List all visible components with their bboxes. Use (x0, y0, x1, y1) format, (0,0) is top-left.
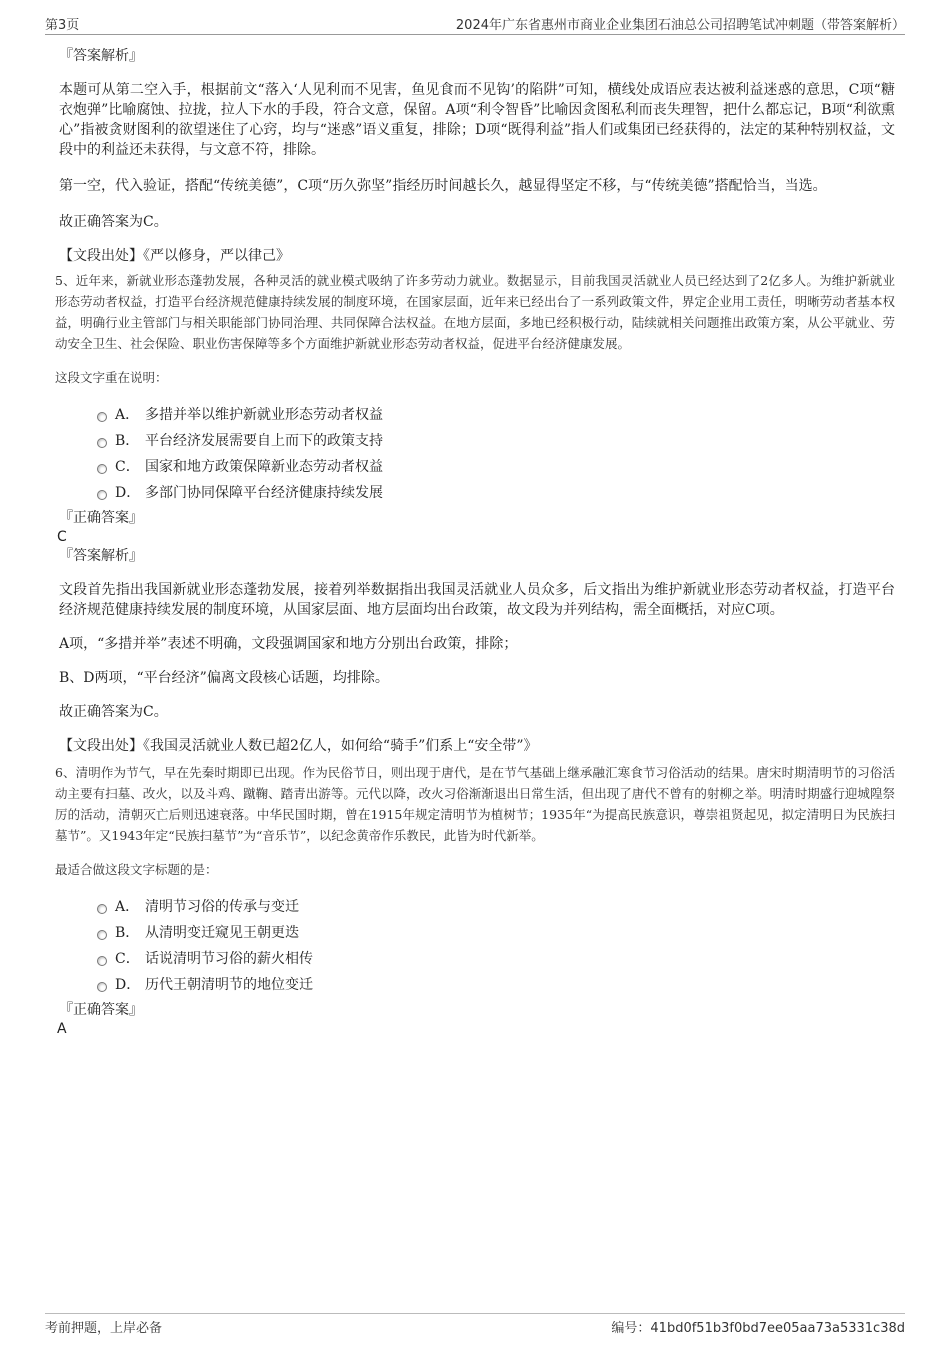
radio-icon[interactable] (97, 956, 107, 966)
option-letter: C． (115, 951, 140, 967)
q5-source: 【文段出处】《我国灵活就业人数已超2亿人，如何给“骑手”们系上“安全带”》 (59, 738, 538, 754)
q5-analysis-paragraph: 故正确答案为C。 (59, 704, 168, 720)
radio-icon[interactable] (97, 438, 107, 448)
option-text: 历代王朝清明节的地位变迁 (145, 977, 313, 993)
option-text: 多部门协同保障平台经济健康持续发展 (145, 485, 383, 501)
q4-analysis-paragraph: 第一空，代入验证，搭配“传统美德”，C项“历久弥坚”指经历时间越长久，越显得坚定不移，与“传统美德”搭配恰当，当选。 (59, 178, 827, 194)
page-footer (45, 1313, 905, 1336)
radio-icon[interactable] (97, 982, 107, 992)
q6-option-d[interactable] (95, 972, 895, 998)
radio-icon[interactable] (97, 412, 107, 422)
option-text: 平台经济发展需要自上而下的政策支持 (145, 433, 383, 449)
q4-analysis-label: 『答案解析』 (59, 48, 143, 64)
radio-icon[interactable] (97, 490, 107, 500)
q6-prompt: 最适合做这段文字标题的是： (55, 862, 218, 877)
option-text: 国家和地方政策保障新业态劳动者权益 (145, 459, 383, 475)
q6-answer: A (57, 1021, 67, 1037)
option-letter: D． (115, 977, 141, 993)
q5-analysis-paragraph: A项，“多措并举”表述不明确，文段强调国家和地方分别出台政策，排除； (59, 636, 518, 652)
radio-icon[interactable] (97, 930, 107, 940)
q5-question-text: 5、近年来，新就业形态蓬勃发展，各种灵活的就业模式吸纳了许多劳动力就业。数据显示，目前我国灵活就业人员已经达到了2亿多人。为维护新就业形态劳动者权益，打造平台经济规范健康持续发展的制度环境，在国家层面，近年来已经出台了一系列政策文件，界定企业用工责任，明晰劳动者基本权益，明确行业主管部门与相关职能部门协同治理、共同保障合法权益。在地方层面，多地已经积极行动，陆续就相关问题推出政策方案，从公平就业、劳动安全卫生、社会保险、职业伤害保障等多个方面维护新就业形态劳动者权益，促进平台经济健康发展。 (55, 273, 895, 351)
q4-analysis-paragraph: 本题可从第二空入手，根据前文“落入‘人见利而不见害，鱼见食而不见钩’的陷阱”可知，横线处成语应表达被利益迷惑的意思，C项“糖衣炮弹”比喻腐蚀、拉拢，拉人下水的手段，符合文意，保留。A项“利令智昏”比喻因贪图私利而丧失理智，把什么都忘记，B项“利欲熏心”指被贪财图利的欲望迷住了心窍，均与“迷惑”语义重复，排除；D项“既得利益”指人们或集团已经获得的，法定的某种特别权益，文段中的利益还未获得，与文意不符，排除。 (59, 82, 895, 158)
option-letter: C． (115, 459, 140, 475)
q5-prompt: 这段文字重在说明： (55, 370, 168, 385)
document-body (55, 46, 895, 1038)
q4-source: 【文段出处】《严以修身，严以律己》 (59, 248, 290, 264)
footer-slogan: 考前押题，上岸必备 (45, 1321, 163, 1336)
q5-answer-label: 『正确答案』 (59, 510, 143, 526)
q5-option-c[interactable] (95, 454, 895, 480)
q5-options (95, 402, 895, 506)
q5-answer: C (57, 529, 67, 545)
page-header (45, 14, 905, 35)
option-text: 多措并举以维护新就业形态劳动者权益 (145, 407, 383, 423)
q6-option-b[interactable] (95, 920, 895, 946)
radio-icon[interactable] (97, 464, 107, 474)
q6-question-text: 6、清明作为节气，早在先秦时期即已出现。作为民俗节日，则出现于唐代，是在节气基础上继承融汇寒食节习俗活动的结果。唐宋时期清明节的习俗活动主要有扫墓、改火，以及斗鸡、蹴鞠、踏青出游等。元代以降，改火习俗渐渐退出日常生活，但出现了唐代不曾有的射柳之举。明清时期盛行迎城隍祭厉的活动，清朝灭亡后则迅速衰落。中华民国时期，曾在1915年规定清明节为植树节；1935年“为提高民族意识，尊崇祖贤起见，拟定清明日为民族扫墓节”。又1943年定“民族扫墓节”为“音乐节”，以纪念黄帝作乐教民，此皆为时代新举。 (55, 765, 895, 843)
q5-analysis-paragraph: B、D两项，“平台经济”偏离文段核心话题，均排除。 (59, 670, 389, 686)
q4-analysis-paragraph: 故正确答案为C。 (59, 214, 168, 230)
option-text: 清明节习俗的传承与变迁 (145, 899, 299, 915)
option-letter: B． (115, 433, 140, 449)
q5-option-b[interactable] (95, 428, 895, 454)
q6-answer-label: 『正确答案』 (59, 1002, 143, 1018)
q5-analysis-paragraph: 文段首先指出我国新就业形态蓬勃发展，接着列举数据指出我国灵活就业人员众多，后文指出为维护新就业形态劳动者权益，打造平台经济规范健康持续发展的制度环境，从国家层面、地方层面均出台政策，故文段为并列结构，需全面概括，对应C项。 (59, 582, 895, 618)
q5-option-d[interactable] (95, 480, 895, 506)
option-letter: A． (115, 899, 140, 915)
option-letter: B． (115, 925, 140, 941)
option-letter: D． (115, 485, 141, 501)
q5-analysis-label: 『答案解析』 (59, 548, 143, 564)
document-title: 2024年广东省惠州市商业企业集团石油总公司招聘笔试冲刺题（带答案解析） (455, 18, 905, 33)
page-number: 第3页 (45, 18, 80, 33)
option-letter: A． (115, 407, 140, 423)
q6-option-c[interactable] (95, 946, 895, 972)
option-text: 话说清明节习俗的薪火相传 (145, 951, 313, 967)
q6-options (95, 894, 895, 998)
document-id: 编号：41bd0f51b3f0bd7ee05aa73a5331c38d (611, 1321, 905, 1336)
option-text: 从清明变迁窥见王朝更迭 (145, 925, 299, 941)
radio-icon[interactable] (97, 904, 107, 914)
q5-option-a[interactable] (95, 402, 895, 428)
q6-option-a[interactable] (95, 894, 895, 920)
